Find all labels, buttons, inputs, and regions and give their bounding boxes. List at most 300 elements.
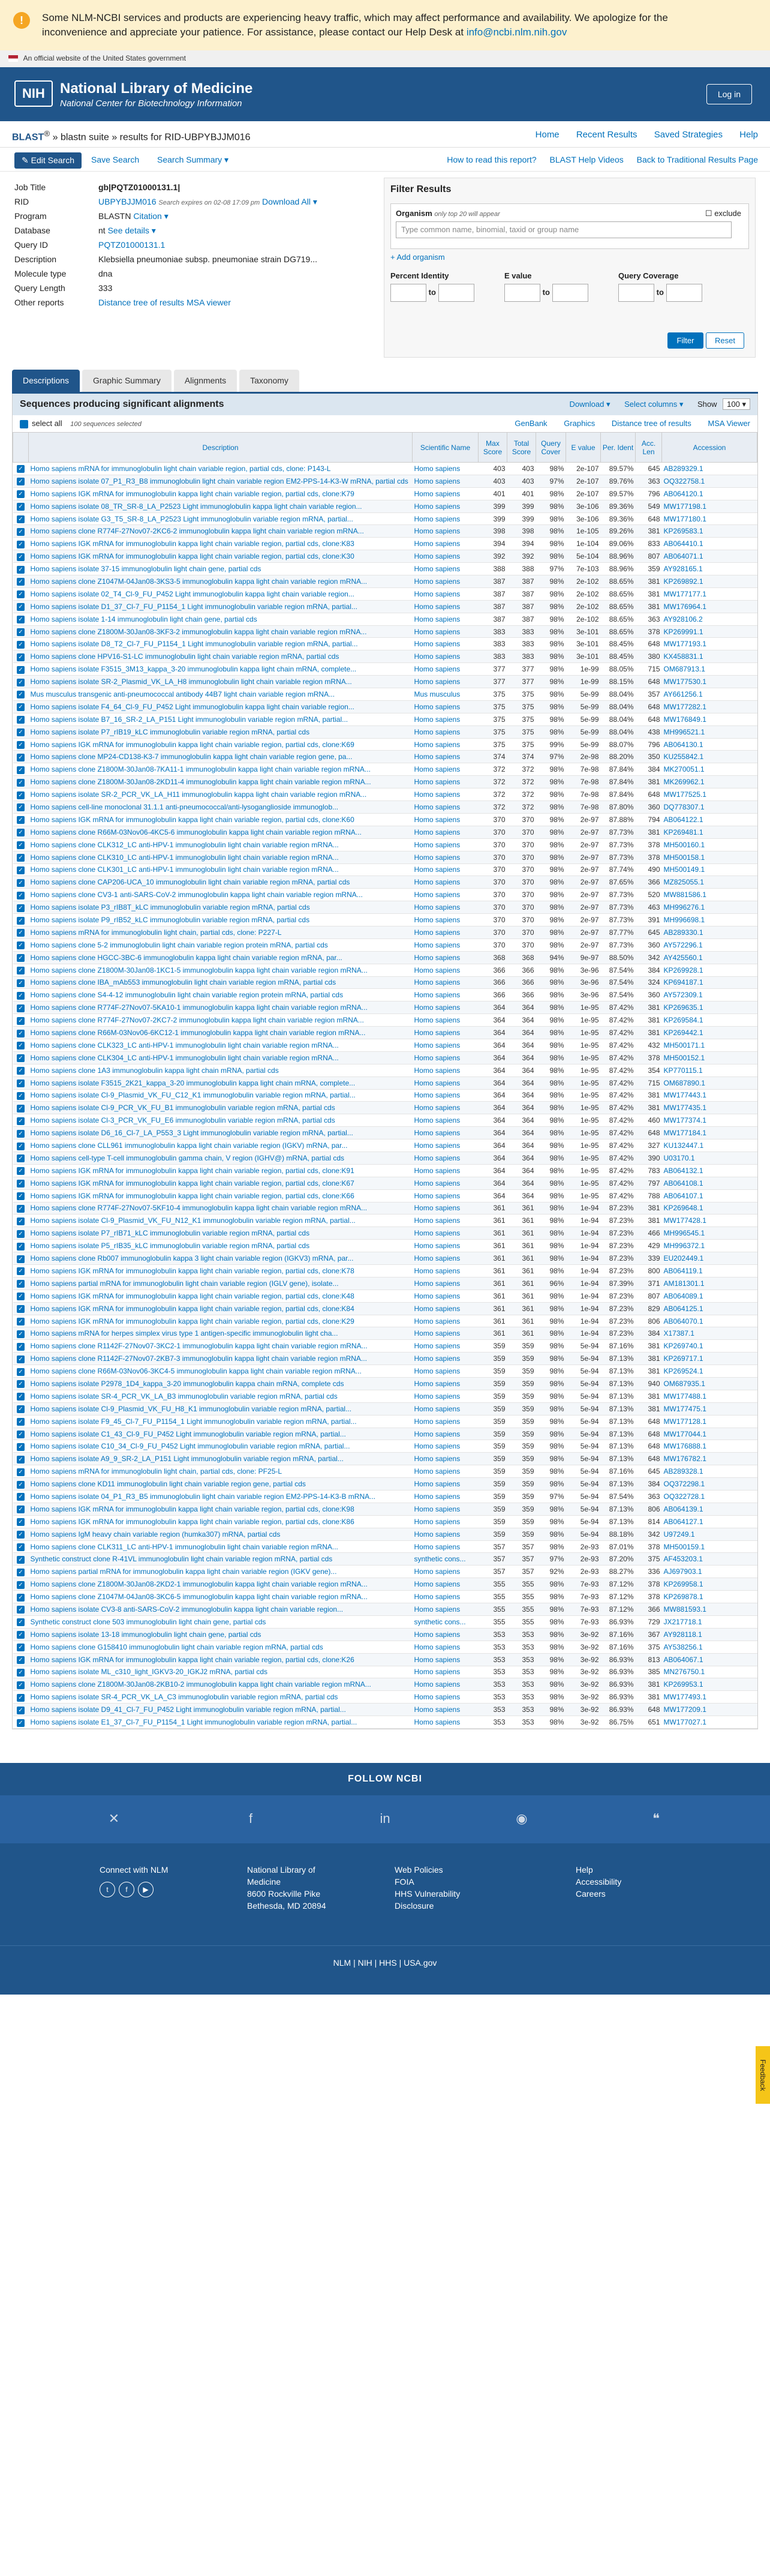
row-description-link[interactable]: Homo sapiens isolate P2978_1D4_kappa_3-20 immunoglobulin kappa chain mRNA, complete cds bbox=[30, 1379, 344, 1388]
row-accession[interactable] bbox=[662, 738, 757, 751]
help-desk-email-link[interactable]: info@ncbi.nlm.nih.gov bbox=[466, 26, 567, 38]
row-accession[interactable] bbox=[662, 938, 757, 951]
row-accession[interactable] bbox=[662, 926, 757, 938]
row-checkbox[interactable] bbox=[13, 1666, 29, 1678]
row-description-link[interactable]: Homo sapiens IGK mRNA for immunoglobulin kappa light chain variable region, partial cds, clone:K30 bbox=[30, 552, 354, 561]
row-description-link[interactable]: Homo sapiens IGK mRNA for immunoglobulin kappa light chain variable region, partial cds, clone:K98 bbox=[30, 1504, 354, 1513]
row-accession-link[interactable]: MW881593.1 bbox=[663, 1605, 706, 1614]
row-checkbox[interactable] bbox=[13, 838, 29, 851]
row-accession-link[interactable]: AB064071.1 bbox=[663, 552, 703, 561]
checkbox-icon[interactable]: ✓ bbox=[17, 1393, 25, 1401]
col-header-scientific-name[interactable]: Scientific Name bbox=[413, 433, 479, 463]
row-accession[interactable] bbox=[662, 776, 757, 788]
row-checkbox[interactable] bbox=[13, 813, 29, 826]
checkbox-icon[interactable]: ✓ bbox=[17, 641, 25, 649]
row-description-link[interactable]: Homo sapiens isolate SR-4_PCR_VK_LA_C3 immunoglobulin variable region mRNA, partial cds bbox=[30, 1693, 338, 1702]
row-accession-link[interactable]: MW177027.1 bbox=[663, 1718, 706, 1726]
row-scientific-name-link[interactable]: Homo sapiens bbox=[414, 1668, 461, 1677]
checkbox-icon[interactable]: ✓ bbox=[17, 1694, 25, 1702]
row-accession-link[interactable]: MW881586.1 bbox=[663, 890, 706, 899]
row-checkbox[interactable] bbox=[13, 500, 29, 512]
row-checkbox[interactable] bbox=[13, 788, 29, 801]
row-checkbox[interactable] bbox=[13, 1578, 29, 1591]
row-description[interactable] bbox=[29, 1378, 413, 1390]
row-description-link[interactable]: Synthetic construct clone 503 immunoglobulin light chain gene, partial cds bbox=[30, 1617, 266, 1626]
row-description-link[interactable]: Homo sapiens isolate SR-2_PCR_VK_LA_H11 immunoglobulin kappa light chain variable region mRNA... bbox=[30, 790, 367, 799]
row-accession[interactable] bbox=[662, 1127, 757, 1139]
row-scientific-name[interactable] bbox=[413, 1327, 479, 1340]
checkbox-icon[interactable]: ✓ bbox=[17, 1594, 25, 1602]
help-videos-link[interactable]: BLAST Help Videos bbox=[549, 155, 624, 164]
row-accession-link[interactable]: MW176782.1 bbox=[663, 1455, 706, 1464]
row-accession-link[interactable]: AB289329.1 bbox=[663, 464, 703, 473]
row-description-link[interactable]: Homo sapiens clone CLK312_LC anti-HPV-1 immunoglobulin light chain variable region mRNA... bbox=[30, 840, 339, 849]
select-columns-dropdown[interactable]: Select columns ▾ bbox=[624, 400, 684, 409]
checkbox-icon[interactable]: ✓ bbox=[17, 954, 25, 962]
checkbox-icon[interactable]: ✓ bbox=[17, 917, 25, 925]
distance-tree-link[interactable]: Distance tree of results bbox=[98, 298, 185, 307]
row-checkbox[interactable] bbox=[13, 1227, 29, 1240]
row-accession-link[interactable]: MW176849.1 bbox=[663, 715, 706, 724]
row-accession[interactable] bbox=[662, 1302, 757, 1315]
row-description[interactable] bbox=[29, 1240, 413, 1252]
row-accession[interactable] bbox=[662, 550, 757, 563]
row-accession[interactable] bbox=[662, 838, 757, 851]
row-accession[interactable] bbox=[662, 487, 757, 500]
row-checkbox[interactable] bbox=[13, 1491, 29, 1503]
row-scientific-name-link[interactable]: Homo sapiens bbox=[414, 1016, 461, 1025]
row-scientific-name[interactable] bbox=[413, 575, 479, 588]
tab-taxonomy[interactable]: Taxonomy bbox=[239, 370, 299, 392]
row-scientific-name-link[interactable]: Homo sapiens bbox=[414, 1580, 461, 1589]
row-description-link[interactable]: Homo sapiens partial mRNA for immunoglobulin light chain variable region (IGLV gene), isolate... bbox=[30, 1279, 339, 1288]
row-accession-link[interactable]: AY928118.1 bbox=[663, 1630, 702, 1639]
genbank-link[interactable]: GenBank bbox=[515, 419, 548, 428]
query-id-link[interactable]: PQTZ01000131.1 bbox=[98, 240, 166, 250]
row-accession[interactable] bbox=[662, 976, 757, 989]
row-scientific-name-link[interactable]: Homo sapiens bbox=[414, 1241, 461, 1250]
row-checkbox[interactable] bbox=[13, 1365, 29, 1378]
row-scientific-name[interactable] bbox=[413, 826, 479, 838]
row-scientific-name-link[interactable]: Homo sapiens bbox=[414, 778, 461, 787]
row-description[interactable] bbox=[29, 1440, 413, 1453]
nih-logo[interactable]: NIH bbox=[14, 80, 53, 107]
row-description[interactable] bbox=[29, 1628, 413, 1641]
row-scientific-name[interactable] bbox=[413, 713, 479, 725]
checkbox-icon[interactable]: ✓ bbox=[17, 1293, 25, 1300]
search-summary-dropdown[interactable]: Search Summary ▾ bbox=[157, 155, 229, 164]
checkbox-icon[interactable]: ✓ bbox=[17, 1330, 25, 1338]
row-accession[interactable] bbox=[662, 713, 757, 725]
row-description-link[interactable]: Homo sapiens clone Z1800M-30Jan08-2KB10-2 immunoglobulin kappa light chain variable region mRNA... bbox=[30, 1680, 371, 1689]
row-description[interactable] bbox=[29, 801, 413, 814]
checkbox-icon[interactable]: ✓ bbox=[17, 528, 25, 536]
row-checkbox[interactable] bbox=[13, 1177, 29, 1189]
row-description-link[interactable]: Homo sapiens clone CAP206-UCA_10 immunoglobulin light chain variable region mRNA, partial cds bbox=[30, 878, 350, 887]
row-description[interactable] bbox=[29, 1578, 413, 1591]
row-description[interactable] bbox=[29, 926, 413, 938]
row-scientific-name[interactable] bbox=[413, 1678, 479, 1691]
row-accession[interactable] bbox=[662, 1691, 757, 1704]
row-description-link[interactable]: Homo sapiens isolate F9_45_Cl-7_FU_P1154_1 Light immunoglobulin variable region mRNA, partial... bbox=[30, 1417, 357, 1426]
row-scientific-name[interactable] bbox=[413, 1440, 479, 1453]
twitter-icon[interactable]: ✕ bbox=[108, 1810, 120, 1826]
row-accession-link[interactable]: MW177488.1 bbox=[663, 1392, 706, 1401]
row-scientific-name[interactable] bbox=[413, 1027, 479, 1039]
row-description-link[interactable]: Homo sapiens IGK mRNA for immunoglobulin kappa light chain variable region, partial cds, clone:K84 bbox=[30, 1304, 354, 1313]
checkbox-icon[interactable]: ✓ bbox=[17, 1267, 25, 1275]
row-checkbox[interactable] bbox=[13, 713, 29, 725]
row-scientific-name-link[interactable]: Homo sapiens bbox=[414, 1718, 461, 1726]
row-checkbox[interactable] bbox=[13, 1089, 29, 1102]
filter-button[interactable]: Filter bbox=[667, 332, 704, 349]
row-scientific-name-link[interactable]: Homo sapiens bbox=[414, 614, 461, 623]
row-description-link[interactable]: Homo sapiens isolate 37-15 immunoglobulin light chain gene, partial cds bbox=[30, 565, 261, 574]
row-description-link[interactable]: Homo sapiens IGK mRNA for immunoglobulin kappa light chain variable region, partial cds, clone:K48 bbox=[30, 1291, 354, 1300]
row-scientific-name-link[interactable]: Homo sapiens bbox=[414, 1216, 461, 1225]
row-scientific-name[interactable] bbox=[413, 776, 479, 788]
row-description-link[interactable]: Homo sapiens isolate 04_P1_R3_B5 immunoglobulin light chain variable region EM2-PPS-14-K3-B mRNA... bbox=[30, 1492, 376, 1501]
row-scientific-name[interactable] bbox=[413, 463, 479, 475]
checkbox-icon[interactable]: ✓ bbox=[17, 992, 25, 1000]
row-accession-link[interactable]: AB064120.1 bbox=[663, 489, 703, 498]
row-description-link[interactable]: Homo sapiens clone R1142F-27Nov07-3KC2-1 immunoglobulin kappa light chain variable region mRNA... bbox=[30, 1342, 368, 1351]
login-button[interactable]: Log in bbox=[706, 84, 752, 104]
row-scientific-name[interactable] bbox=[413, 951, 479, 964]
row-description[interactable] bbox=[29, 1704, 413, 1716]
row-description[interactable] bbox=[29, 989, 413, 1001]
download-all-dropdown[interactable]: Download All ▾ bbox=[262, 197, 317, 206]
row-scientific-name[interactable] bbox=[413, 1164, 479, 1177]
row-description-link[interactable]: Homo sapiens isolate B7_16_SR-2_LA_P151 Light immunoglobulin variable region mRNA, partial... bbox=[30, 715, 348, 724]
row-accession-link[interactable]: AB064070.1 bbox=[663, 1317, 703, 1326]
checkbox-icon[interactable]: ✓ bbox=[17, 1092, 25, 1100]
row-accession-link[interactable]: U03170.1 bbox=[663, 1153, 695, 1162]
row-scientific-name-link[interactable]: Homo sapiens bbox=[414, 1705, 461, 1714]
msa-viewer-link[interactable]: MSA Viewer bbox=[708, 419, 750, 428]
row-scientific-name[interactable] bbox=[413, 1528, 479, 1540]
distance-tree-link[interactable]: Distance tree of results bbox=[611, 419, 691, 428]
row-accession-link[interactable]: MW177493.1 bbox=[663, 1693, 706, 1702]
row-checkbox[interactable] bbox=[13, 889, 29, 901]
row-accession[interactable] bbox=[662, 1666, 757, 1678]
row-accession-link[interactable]: MH500152.1 bbox=[663, 1053, 705, 1062]
row-scientific-name[interactable] bbox=[413, 613, 479, 625]
row-description-link[interactable]: Homo sapiens clone Z1800M-30Jan08-1KC1-5 immunoglobulin kappa light chain variable region mRNA... bbox=[30, 965, 368, 974]
row-description-link[interactable]: Homo sapiens isolate D1_37_Cl-7_FU_P1154_1 Light immunoglobulin variable region mRNA, partial... bbox=[30, 602, 357, 611]
checkbox-icon[interactable]: ✓ bbox=[17, 1255, 25, 1263]
row-checkbox[interactable] bbox=[13, 688, 29, 701]
row-scientific-name[interactable] bbox=[413, 1540, 479, 1553]
row-checkbox[interactable] bbox=[13, 951, 29, 964]
row-description-link[interactable]: Homo sapiens clone R774F-27Nov07-2KC7-2 immunoglobulin kappa light chain variable region mRNA... bbox=[30, 1016, 364, 1025]
row-scientific-name-link[interactable]: Homo sapiens bbox=[414, 765, 461, 774]
row-description-link[interactable]: Homo sapiens isolate C10_34_Cl-9_FU_P452 Light immunoglobulin variable region mRNA, partial... bbox=[30, 1442, 350, 1451]
row-description-link[interactable]: Homo sapiens IgM heavy chain variable region (humka307) mRNA, partial cds bbox=[30, 1530, 281, 1539]
row-description-link[interactable]: Homo sapiens IGK mRNA for immunoglobulin kappa light chain variable region, partial cds, clone:K79 bbox=[30, 489, 354, 498]
checkbox-icon[interactable]: ✓ bbox=[17, 803, 25, 811]
row-scientific-name-link[interactable]: Homo sapiens bbox=[414, 640, 461, 649]
checkbox-icon[interactable]: ✓ bbox=[17, 1681, 25, 1689]
row-scientific-name-link[interactable]: Homo sapiens bbox=[414, 502, 461, 511]
row-accession[interactable] bbox=[662, 1440, 757, 1453]
row-accession-link[interactable]: KP269740.1 bbox=[663, 1342, 703, 1351]
checkbox-icon[interactable]: ✓ bbox=[17, 1405, 25, 1413]
row-description[interactable] bbox=[29, 1252, 413, 1265]
checkbox-icon[interactable]: ✓ bbox=[17, 791, 25, 799]
row-scientific-name[interactable] bbox=[413, 700, 479, 713]
row-accession-link[interactable]: AY425560.1 bbox=[663, 953, 703, 962]
checkbox-icon[interactable]: ✓ bbox=[17, 892, 25, 899]
row-description-link[interactable]: Homo sapiens partial mRNA for immunoglobulin kappa light chain variable region (IGKV gene)... bbox=[30, 1567, 337, 1576]
row-scientific-name-link[interactable]: Homo sapiens bbox=[414, 1116, 461, 1125]
row-accession[interactable] bbox=[662, 1540, 757, 1553]
row-accession-link[interactable]: AY928165.1 bbox=[663, 565, 703, 574]
row-accession-link[interactable]: OQ372298.1 bbox=[663, 1480, 705, 1489]
row-description-link[interactable]: Homo sapiens clone HPV16-S1-LC immunoglobulin light chain variable region mRNA, partial cds bbox=[30, 652, 339, 661]
row-scientific-name-link[interactable]: Homo sapiens bbox=[414, 1404, 461, 1413]
row-checkbox[interactable] bbox=[13, 1151, 29, 1164]
row-accession[interactable] bbox=[662, 1365, 757, 1378]
rid-link[interactable]: UBPYBJJM016 bbox=[98, 197, 157, 206]
row-description-link[interactable]: Homo sapiens clone Z1800M-30Jan08-2KD2-1 immunoglobulin kappa light chain variable region mRNA... bbox=[30, 1580, 368, 1589]
row-accession-link[interactable]: AB064130.1 bbox=[663, 740, 703, 749]
row-scientific-name-link[interactable]: Homo sapiens bbox=[414, 577, 461, 586]
row-accession-link[interactable]: AB064127.1 bbox=[663, 1517, 703, 1526]
row-checkbox[interactable] bbox=[13, 1139, 29, 1152]
row-scientific-name-link[interactable]: Homo sapiens bbox=[414, 1593, 461, 1602]
checkbox-icon[interactable]: ✓ bbox=[17, 1205, 25, 1213]
row-description[interactable] bbox=[29, 788, 413, 801]
col-header-description[interactable]: Description bbox=[29, 433, 413, 463]
row-checkbox[interactable] bbox=[13, 1340, 29, 1353]
row-accession[interactable] bbox=[662, 663, 757, 676]
row-scientific-name[interactable] bbox=[413, 1503, 479, 1515]
checkbox-icon[interactable]: ✓ bbox=[17, 1105, 25, 1112]
row-scientific-name[interactable] bbox=[413, 587, 479, 600]
row-checkbox[interactable] bbox=[13, 863, 29, 876]
row-scientific-name[interactable] bbox=[413, 788, 479, 801]
row-accession[interactable] bbox=[662, 1378, 757, 1390]
row-description-link[interactable]: Homo sapiens clone Z1047M-04Jan08-3KS3-5 immunoglobulin kappa light chain variable region mRNA... bbox=[30, 577, 368, 586]
checkbox-icon[interactable]: ✓ bbox=[17, 1142, 25, 1150]
row-checkbox[interactable] bbox=[13, 776, 29, 788]
row-description[interactable] bbox=[29, 1390, 413, 1402]
row-checkbox[interactable] bbox=[13, 1528, 29, 1540]
row-accession-link[interactable]: MW177177.1 bbox=[663, 589, 706, 598]
row-accession-link[interactable]: AB289330.1 bbox=[663, 928, 703, 937]
row-description[interactable] bbox=[29, 1528, 413, 1540]
checkbox-icon[interactable]: ✓ bbox=[17, 1569, 25, 1576]
row-description-link[interactable]: Homo sapiens clone R66M-03Nov06-6KC12-1 immunoglobulin kappa light chain variable region mRNA... bbox=[30, 1028, 366, 1037]
row-scientific-name[interactable] bbox=[413, 1214, 479, 1227]
careers-link[interactable]: Careers bbox=[576, 1888, 606, 1899]
row-accession-link[interactable]: MH500171.1 bbox=[663, 1040, 705, 1049]
row-description-link[interactable]: Homo sapiens isolate D6_16_Cl-7_LA_P553_3 Light immunoglobulin variable region mRNA, partial... bbox=[30, 1129, 353, 1138]
checkbox-icon[interactable]: ✓ bbox=[17, 1481, 25, 1489]
row-scientific-name-link[interactable]: synthetic cons... bbox=[414, 1617, 466, 1626]
row-scientific-name-link[interactable]: Homo sapiens bbox=[414, 1379, 461, 1388]
row-scientific-name[interactable] bbox=[413, 1465, 479, 1478]
row-accession[interactable] bbox=[662, 901, 757, 914]
row-checkbox[interactable] bbox=[13, 475, 29, 487]
row-scientific-name-link[interactable]: Homo sapiens bbox=[414, 1028, 461, 1037]
checkbox-icon[interactable]: ✓ bbox=[17, 754, 25, 761]
row-scientific-name[interactable] bbox=[413, 1014, 479, 1027]
row-accession[interactable] bbox=[662, 1001, 757, 1014]
checkbox-icon[interactable]: ✓ bbox=[17, 691, 25, 698]
row-scientific-name[interactable] bbox=[413, 1353, 479, 1365]
row-description[interactable] bbox=[29, 475, 413, 487]
row-description[interactable] bbox=[29, 1014, 413, 1027]
checkbox-icon[interactable]: ✓ bbox=[17, 1606, 25, 1614]
checkbox-icon[interactable]: ✓ bbox=[17, 716, 25, 724]
row-checkbox[interactable] bbox=[13, 1591, 29, 1603]
row-scientific-name[interactable] bbox=[413, 1001, 479, 1014]
how-to-read-link[interactable]: How to read this report? bbox=[447, 155, 537, 164]
row-checkbox[interactable] bbox=[13, 1027, 29, 1039]
row-scientific-name-link[interactable]: Homo sapiens bbox=[414, 940, 461, 949]
percent-identity-max[interactable] bbox=[438, 284, 474, 302]
row-accession-link[interactable]: AB064067.1 bbox=[663, 1655, 703, 1664]
row-checkbox[interactable] bbox=[13, 1641, 29, 1653]
row-description[interactable] bbox=[29, 1465, 413, 1478]
checkbox-icon[interactable]: ✓ bbox=[17, 1054, 25, 1062]
row-accession-link[interactable]: KP269442.1 bbox=[663, 1028, 703, 1037]
checkbox-icon[interactable]: ✓ bbox=[17, 541, 25, 548]
row-checkbox[interactable] bbox=[13, 463, 29, 475]
row-checkbox[interactable] bbox=[13, 964, 29, 976]
percent-identity-min[interactable] bbox=[390, 284, 426, 302]
row-accession[interactable] bbox=[662, 1566, 757, 1578]
row-description[interactable] bbox=[29, 1515, 413, 1528]
checkbox-icon[interactable]: ✓ bbox=[17, 578, 25, 586]
row-description-link[interactable]: Homo sapiens mRNA for immunoglobulin light chain variable region, partial cds, clone: P143-L bbox=[30, 464, 331, 473]
checkbox-icon[interactable]: ✓ bbox=[17, 1531, 25, 1539]
checkbox-icon[interactable]: ✓ bbox=[17, 616, 25, 623]
row-accession[interactable] bbox=[662, 1478, 757, 1491]
row-description-link[interactable]: Homo sapiens isolate A9_9_SR-2_LA_P151 Light immunoglobulin variable region mRNA, partial... bbox=[30, 1455, 344, 1464]
row-scientific-name-link[interactable]: Homo sapiens bbox=[414, 965, 461, 974]
row-description[interactable] bbox=[29, 525, 413, 538]
row-scientific-name[interactable] bbox=[413, 1704, 479, 1716]
row-checkbox[interactable] bbox=[13, 1628, 29, 1641]
row-accession[interactable] bbox=[662, 475, 757, 487]
row-checkbox[interactable] bbox=[13, 751, 29, 763]
row-description-link[interactable]: Homo sapiens isolate E1_37_Cl-7_FU_P1154_1 Light immunoglobulin variable region mRNA, partial... bbox=[30, 1718, 357, 1726]
row-description-link[interactable]: Homo sapiens IGK mRNA for immunoglobulin kappa light chain variable region, partial cds, clone:K29 bbox=[30, 1317, 354, 1326]
row-description[interactable] bbox=[29, 1491, 413, 1503]
checkbox-icon[interactable]: ✓ bbox=[17, 879, 25, 887]
checkbox-icon[interactable]: ✓ bbox=[17, 1280, 25, 1288]
row-description[interactable] bbox=[29, 1716, 413, 1729]
checkbox-icon[interactable]: ✓ bbox=[17, 941, 25, 949]
row-checkbox[interactable] bbox=[13, 525, 29, 538]
row-accession[interactable] bbox=[662, 613, 757, 625]
row-accession-link[interactable]: KP269648.1 bbox=[663, 1204, 703, 1213]
row-scientific-name[interactable] bbox=[413, 863, 479, 876]
checkbox-icon[interactable]: ✓ bbox=[17, 741, 25, 749]
row-accession-link[interactable]: MW177193.1 bbox=[663, 640, 706, 649]
row-scientific-name[interactable] bbox=[413, 914, 479, 926]
row-accession-link[interactable]: KP269928.1 bbox=[663, 965, 703, 974]
row-description[interactable] bbox=[29, 738, 413, 751]
row-accession-link[interactable]: OM687935.1 bbox=[663, 1379, 705, 1388]
row-accession[interactable] bbox=[662, 1428, 757, 1440]
row-accession[interactable] bbox=[662, 1189, 757, 1202]
checkbox-icon[interactable]: ✓ bbox=[17, 1130, 25, 1138]
checkbox-icon[interactable]: ✓ bbox=[17, 1707, 25, 1714]
row-description-link[interactable]: Homo sapiens clone R774F-27Nov07-5KF10-4 immunoglobulin kappa light chain variable region mRNA... bbox=[30, 1204, 368, 1213]
checkbox-icon[interactable]: ✓ bbox=[17, 1468, 25, 1476]
row-checkbox[interactable] bbox=[13, 1114, 29, 1127]
row-description[interactable] bbox=[29, 863, 413, 876]
row-accession[interactable] bbox=[662, 1214, 757, 1227]
row-accession[interactable] bbox=[662, 1315, 757, 1327]
row-checkbox[interactable] bbox=[13, 1189, 29, 1202]
checkbox-icon[interactable]: ✓ bbox=[17, 1380, 25, 1388]
row-checkbox[interactable] bbox=[13, 1265, 29, 1277]
row-scientific-name-link[interactable]: Homo sapiens bbox=[414, 1542, 461, 1551]
row-checkbox[interactable] bbox=[13, 650, 29, 663]
row-checkbox[interactable] bbox=[13, 1315, 29, 1327]
row-scientific-name-link[interactable]: Homo sapiens bbox=[414, 1367, 461, 1376]
row-accession[interactable] bbox=[662, 1039, 757, 1051]
row-description[interactable] bbox=[29, 1365, 413, 1378]
row-accession[interactable] bbox=[662, 1390, 757, 1402]
row-description-link[interactable]: Homo sapiens clone R66M-03Nov06-3KC4-5 immunoglobulin kappa light chain variable region mRNA... bbox=[30, 1367, 362, 1376]
row-description-link[interactable]: Homo sapiens mRNA for immunoglobulin light chain, partial cds, clone: P227-L bbox=[30, 928, 282, 937]
checkbox-icon[interactable]: ✓ bbox=[17, 1042, 25, 1049]
checkbox-icon[interactable]: ✓ bbox=[17, 566, 25, 574]
row-scientific-name-link[interactable]: Homo sapiens bbox=[414, 1103, 461, 1112]
row-scientific-name-link[interactable]: Homo sapiens bbox=[414, 665, 461, 674]
row-accession[interactable] bbox=[662, 500, 757, 512]
row-description-link[interactable]: Homo sapiens clone Z1800M-30Jan08-7KA11-1 immunoglobulin kappa light chain variable region mRNA... bbox=[30, 765, 371, 774]
row-scientific-name[interactable] bbox=[413, 989, 479, 1001]
row-accession[interactable] bbox=[662, 1453, 757, 1465]
row-description[interactable] bbox=[29, 725, 413, 738]
row-scientific-name-link[interactable]: Homo sapiens bbox=[414, 1178, 461, 1187]
row-description[interactable] bbox=[29, 1315, 413, 1327]
row-scientific-name[interactable] bbox=[413, 1302, 479, 1315]
row-scientific-name-link[interactable]: Homo sapiens bbox=[414, 1066, 461, 1075]
row-description-link[interactable]: Homo sapiens isolate Cl-3_PCR_VK_FU_E6 immunoglobulin variable region mRNA, partial cds bbox=[30, 1116, 335, 1125]
row-description[interactable] bbox=[29, 1503, 413, 1515]
nlm-twitter-icon[interactable]: t bbox=[100, 1882, 115, 1897]
row-description-link[interactable]: Homo sapiens clone KD11 immunoglobulin light chain variable region gene, partial cds bbox=[30, 1480, 306, 1489]
row-scientific-name-link[interactable]: Homo sapiens bbox=[414, 865, 461, 874]
row-accession-link[interactable]: KP269635.1 bbox=[663, 1003, 703, 1012]
row-description-link[interactable]: Homo sapiens isolate 07_P1_R3_B8 immunoglobulin light chain variable region EM2-PPS-14-K3-W mRNA, partial cds bbox=[30, 476, 408, 485]
row-scientific-name[interactable] bbox=[413, 851, 479, 863]
checkbox-icon[interactable]: ✓ bbox=[17, 1192, 25, 1200]
row-accession-link[interactable]: MK269962.1 bbox=[663, 778, 705, 787]
col-header-evalue[interactable]: E value bbox=[566, 433, 601, 463]
row-description-link[interactable]: Homo sapiens IGK mRNA for immunoglobulin kappa light chain variable region, partial cds, clone:K69 bbox=[30, 740, 354, 749]
checkbox-icon[interactable]: ✓ bbox=[17, 1356, 25, 1363]
row-scientific-name[interactable] bbox=[413, 1591, 479, 1603]
col-header-accession[interactable]: Accession bbox=[662, 433, 757, 463]
row-accession[interactable] bbox=[662, 964, 757, 976]
row-scientific-name[interactable] bbox=[413, 1653, 479, 1666]
row-scientific-name[interactable] bbox=[413, 1378, 479, 1390]
row-checkbox[interactable] bbox=[13, 1252, 29, 1265]
row-accession[interactable] bbox=[662, 1227, 757, 1240]
row-scientific-name[interactable] bbox=[413, 1076, 479, 1089]
row-scientific-name-link[interactable]: Homo sapiens bbox=[414, 1254, 461, 1263]
nlm-address-line[interactable]: Medicine bbox=[247, 1876, 281, 1887]
